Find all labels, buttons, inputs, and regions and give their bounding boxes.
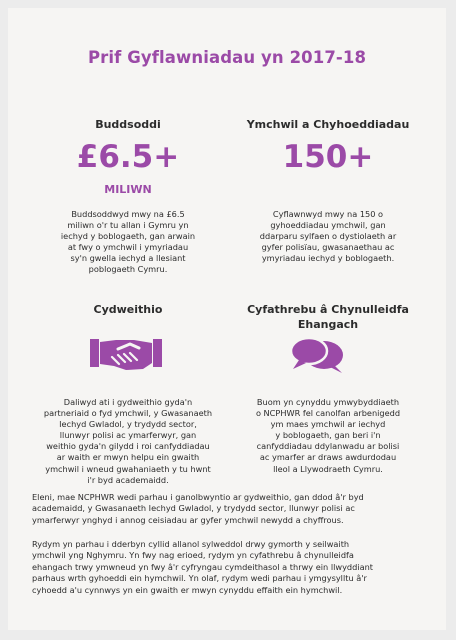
research-description: Cyflawnwyd mwy na 150 o gyhoeddiadau ymchwil, gan ddarparu sylfaen o dystiolaeth ar gyfer polisïau, gwasanaethau ac ymyriadau iechyd y boblogaeth. [259, 209, 397, 264]
invest-figure: £6.5+ [76, 139, 180, 175]
collab-heading: Cydweithio [93, 303, 163, 316]
page-title: Prif Gyflawniadau yn 2017-18 [87, 48, 367, 67]
speech-bubbles-icon [290, 335, 346, 379]
research-figure: 150+ [282, 139, 374, 175]
invest-description: Buddsoddwyd mwy na £6.5 miliwn o'r tu allan i Gymru yn iechyd y boblogaeth, gan arwain at fwy o ymchwil i ymyriadau sy'n gwella iechyd a llesiant poblogaeth Cymru. [60, 209, 196, 275]
comms-description: Buom yn cynyddu ymwybyddiaeth o NCPHWR fel canolfan arbenigedd ym maes ymchwil ar iechyd y boblogaeth, gan beri i'n canfyddiadau ddylanwadu ar bolisi ac ymarfer ar draws awdurdodau lleol a Llywodraeth Cymru. [255, 397, 401, 474]
paragraph-collaboration: Eleni, mae NCPHWR wedi parhau i ganolbwyntio ar gydweithio, gan ddod â'r byd academaidd, y Gwasanaeth Iechyd Gwladol, y trydydd sector, llunwyr polisi ac ymarferwyr ynghyd i annog ceisiadau ar gyfer ymchwil newydd a chyffrous. [32, 492, 364, 525]
comms-heading: Cyfathrebu â Chynulleidfa Ehangach [247, 303, 409, 331]
research-heading: Ymchwil a Chyhoeddiadau [246, 118, 410, 131]
invest-unit: MILIWN [104, 183, 152, 196]
page [8, 8, 446, 630]
paragraph-funding: Rydym yn parhau i dderbyn cyllid allanol sylweddol drwy gymorth y seilwaith ymchwil yng Nghymru. Yn fwy nag erioed, rydym yn cyfathrebu â chynulleidfa ehangach trwy ymwneud yn fwy â'r cyfryngau cymdeithasol a thrwy ein llwyddiant parhaus wrth gyhoeddi ein hymchwil. Yn olaf, rydym wedi parhau i ymgysylltu â'r cyhoedd a'u cynnwys yn ein gwaith er mwyn cynyddu effaith ein hymchwil. [32, 539, 373, 595]
handshake-icon [90, 335, 162, 375]
invest-heading: Buddsoddi [95, 118, 161, 131]
collab-description: Daliwyd ati i gydweithio gyda'n partneriaid o fyd ymchwil, y Gwasanaeth Iechyd Gwladol, y trydydd sector, llunwyr polisi ac ymarferwyr, gan weithio gyda'n gilydd i roi canfyddiadau ar waith er mwyn helpu ein gwaith ymchwil i wneud gwahaniaeth y tu hwnt i'r byd academaidd. [43, 397, 213, 485]
